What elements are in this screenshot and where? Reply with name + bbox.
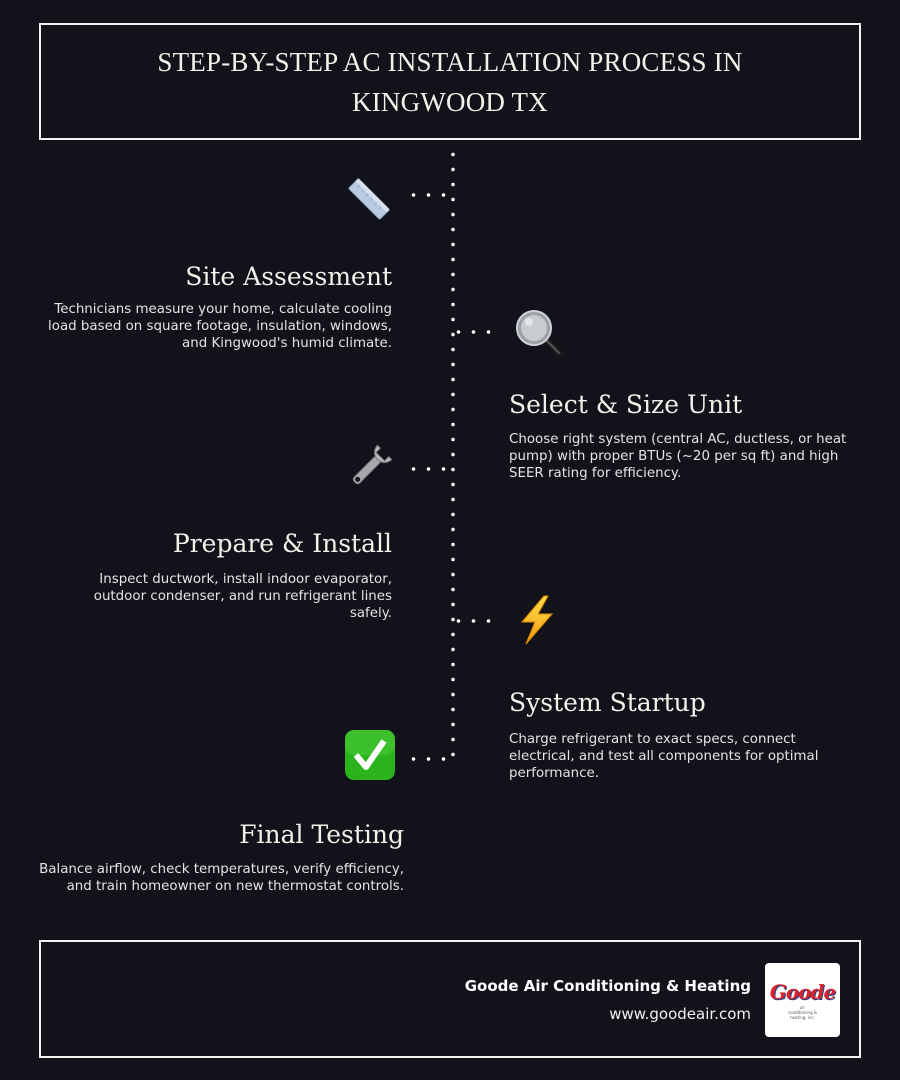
connector-step-1 xyxy=(406,193,455,197)
step-title: Final Testing xyxy=(239,820,404,849)
step-description: Inspect ductwork, install indoor evaporator, outdoor condenser, and run refrigerant lines safely. xyxy=(93,572,392,621)
magnifying-glass-icon xyxy=(510,304,566,360)
company-name: Goode Air Conditioning & Heating xyxy=(464,977,751,995)
connector-step-3 xyxy=(406,467,455,471)
footer-banner xyxy=(39,940,861,1058)
step-description: Balance airflow, check temperatures, verify efficiency, and train homeowner on new thermostat controls. xyxy=(39,862,404,894)
step-title: Select & Size Unit xyxy=(509,390,743,419)
logo-wordmark: Goode xyxy=(769,980,836,1004)
step-description: Choose right system (central AC, ductless, or heat pump) with proper BTUs (~20 per sq ft) and high SEER rating for efficiency. xyxy=(509,432,847,481)
company-website-link[interactable]: www.goodeair.com xyxy=(609,1005,751,1023)
wrench-icon xyxy=(341,440,397,496)
check-mark-icon xyxy=(342,727,398,783)
step-description: Charge refrigerant to exact specs, connect electrical, and test all components for optimal performance. xyxy=(509,732,819,781)
connector-step-4 xyxy=(451,619,500,623)
step-title: Site Assessment xyxy=(185,262,392,291)
ruler-icon xyxy=(341,171,397,227)
company-logo xyxy=(765,963,840,1037)
header-banner xyxy=(39,23,861,140)
connector-step-2 xyxy=(451,330,500,334)
page-title: STEP-BY-STEP AC INSTALLATION PROCESS IN KINGWOOD TX xyxy=(157,46,743,117)
step-title: Prepare & Install xyxy=(172,529,392,558)
connector-step-5 xyxy=(406,757,455,761)
logo-tagline: air conditioning & heating, inc. xyxy=(787,1005,818,1020)
step-description: Technicians measure your home, calculate cooling load based on square footage, insulation, windows, and Kingwood's humid climate. xyxy=(48,302,392,351)
lightning-icon xyxy=(508,592,564,648)
step-title: System Startup xyxy=(509,688,706,717)
timeline-dotted-line xyxy=(451,147,455,761)
